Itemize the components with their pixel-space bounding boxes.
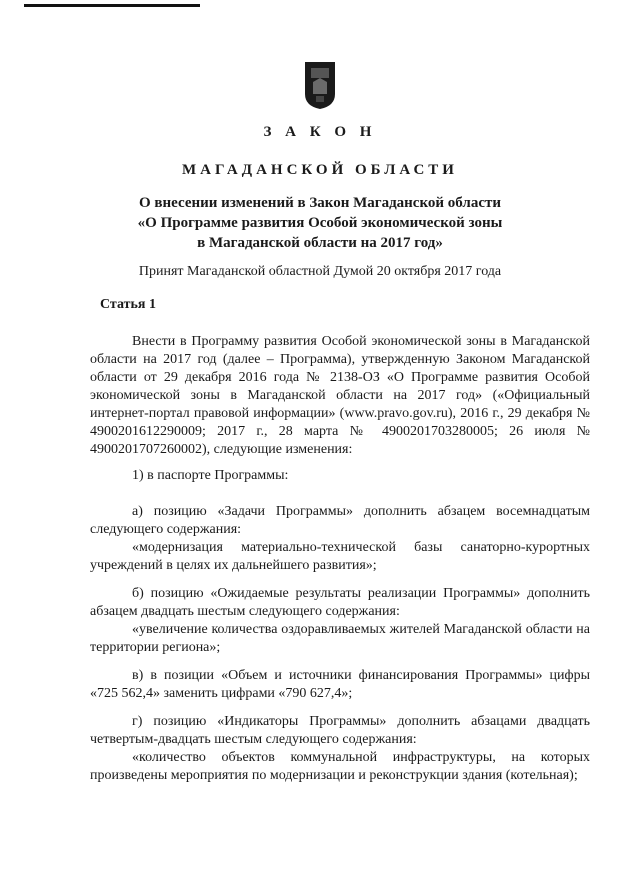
document-type: З А К О Н [263,124,377,140]
article-heading: Статья 1 [100,297,156,312]
law-subject [0,193,640,253]
item-g: г) позицию «Индикаторы Программы» дополнить абзацами двадцать четвертым-двадцать шестым следующего содержания: [90,714,590,747]
subtitle-line: О внесении изменений в Закон Магаданской области [139,195,501,211]
subtitle-line: «О Программе развития Особой экономической зоны [137,215,503,231]
coat-of-arms-icon [303,60,337,110]
top-rule [24,4,200,7]
item-v: в) в позиции «Объем и источники финансирования Программы» цифры «725 562,4» заменить цифрами «790 627,4»; [90,668,590,701]
item-b-quote: «увеличение количества оздоравливаемых жителей Магаданской области на территории региона»; [90,622,590,655]
item-g-quote: «количество объектов коммунальной инфраструктуры, на которых произведены мероприятия по модернизации и реконструкции здания (котельная); [90,750,590,783]
article-intro: Внести в Программу развития Особой экономической зоны в Магаданской области на 2017 год (далее – Программа), утвержденную Законом Магаданской области от 29 декабря 2016 года № 2138-ОЗ «О Программе развития Особой экономической зоны в Магаданской области на 2017 год» («Официальный интернет-портал правовой информации» (www.pravo.gov.ru), 2016 г., 29 декабря № 4900201612290009; 2017 г., 28 марта № 4900201703280005; 26 июля № 4900201707260002), следующие изменения: [90,334,590,457]
item-a-quote: «модернизация материально-технической базы санаторно-курортных учреждений в целях их дальнейшего развития»; [90,540,590,573]
issuing-region: МАГАДАНСКОЙ ОБЛАСТИ [182,162,458,178]
item-b: б) позицию «Ожидаемые результаты реализации Программы» дополнить абзацем двадцать шестым следующего содержания: [90,586,590,619]
item-a: а) позицию «Задачи Программы» дополнить абзацем восемнадцатым следующего содержания: [90,504,590,537]
subtitle-line: в Магаданской области на 2017 год» [197,235,443,251]
item-1: 1) в паспорте Программы: [132,468,289,483]
adoption-note: Принят Магаданской областной Думой 20 октября 2017 года [138,264,502,279]
